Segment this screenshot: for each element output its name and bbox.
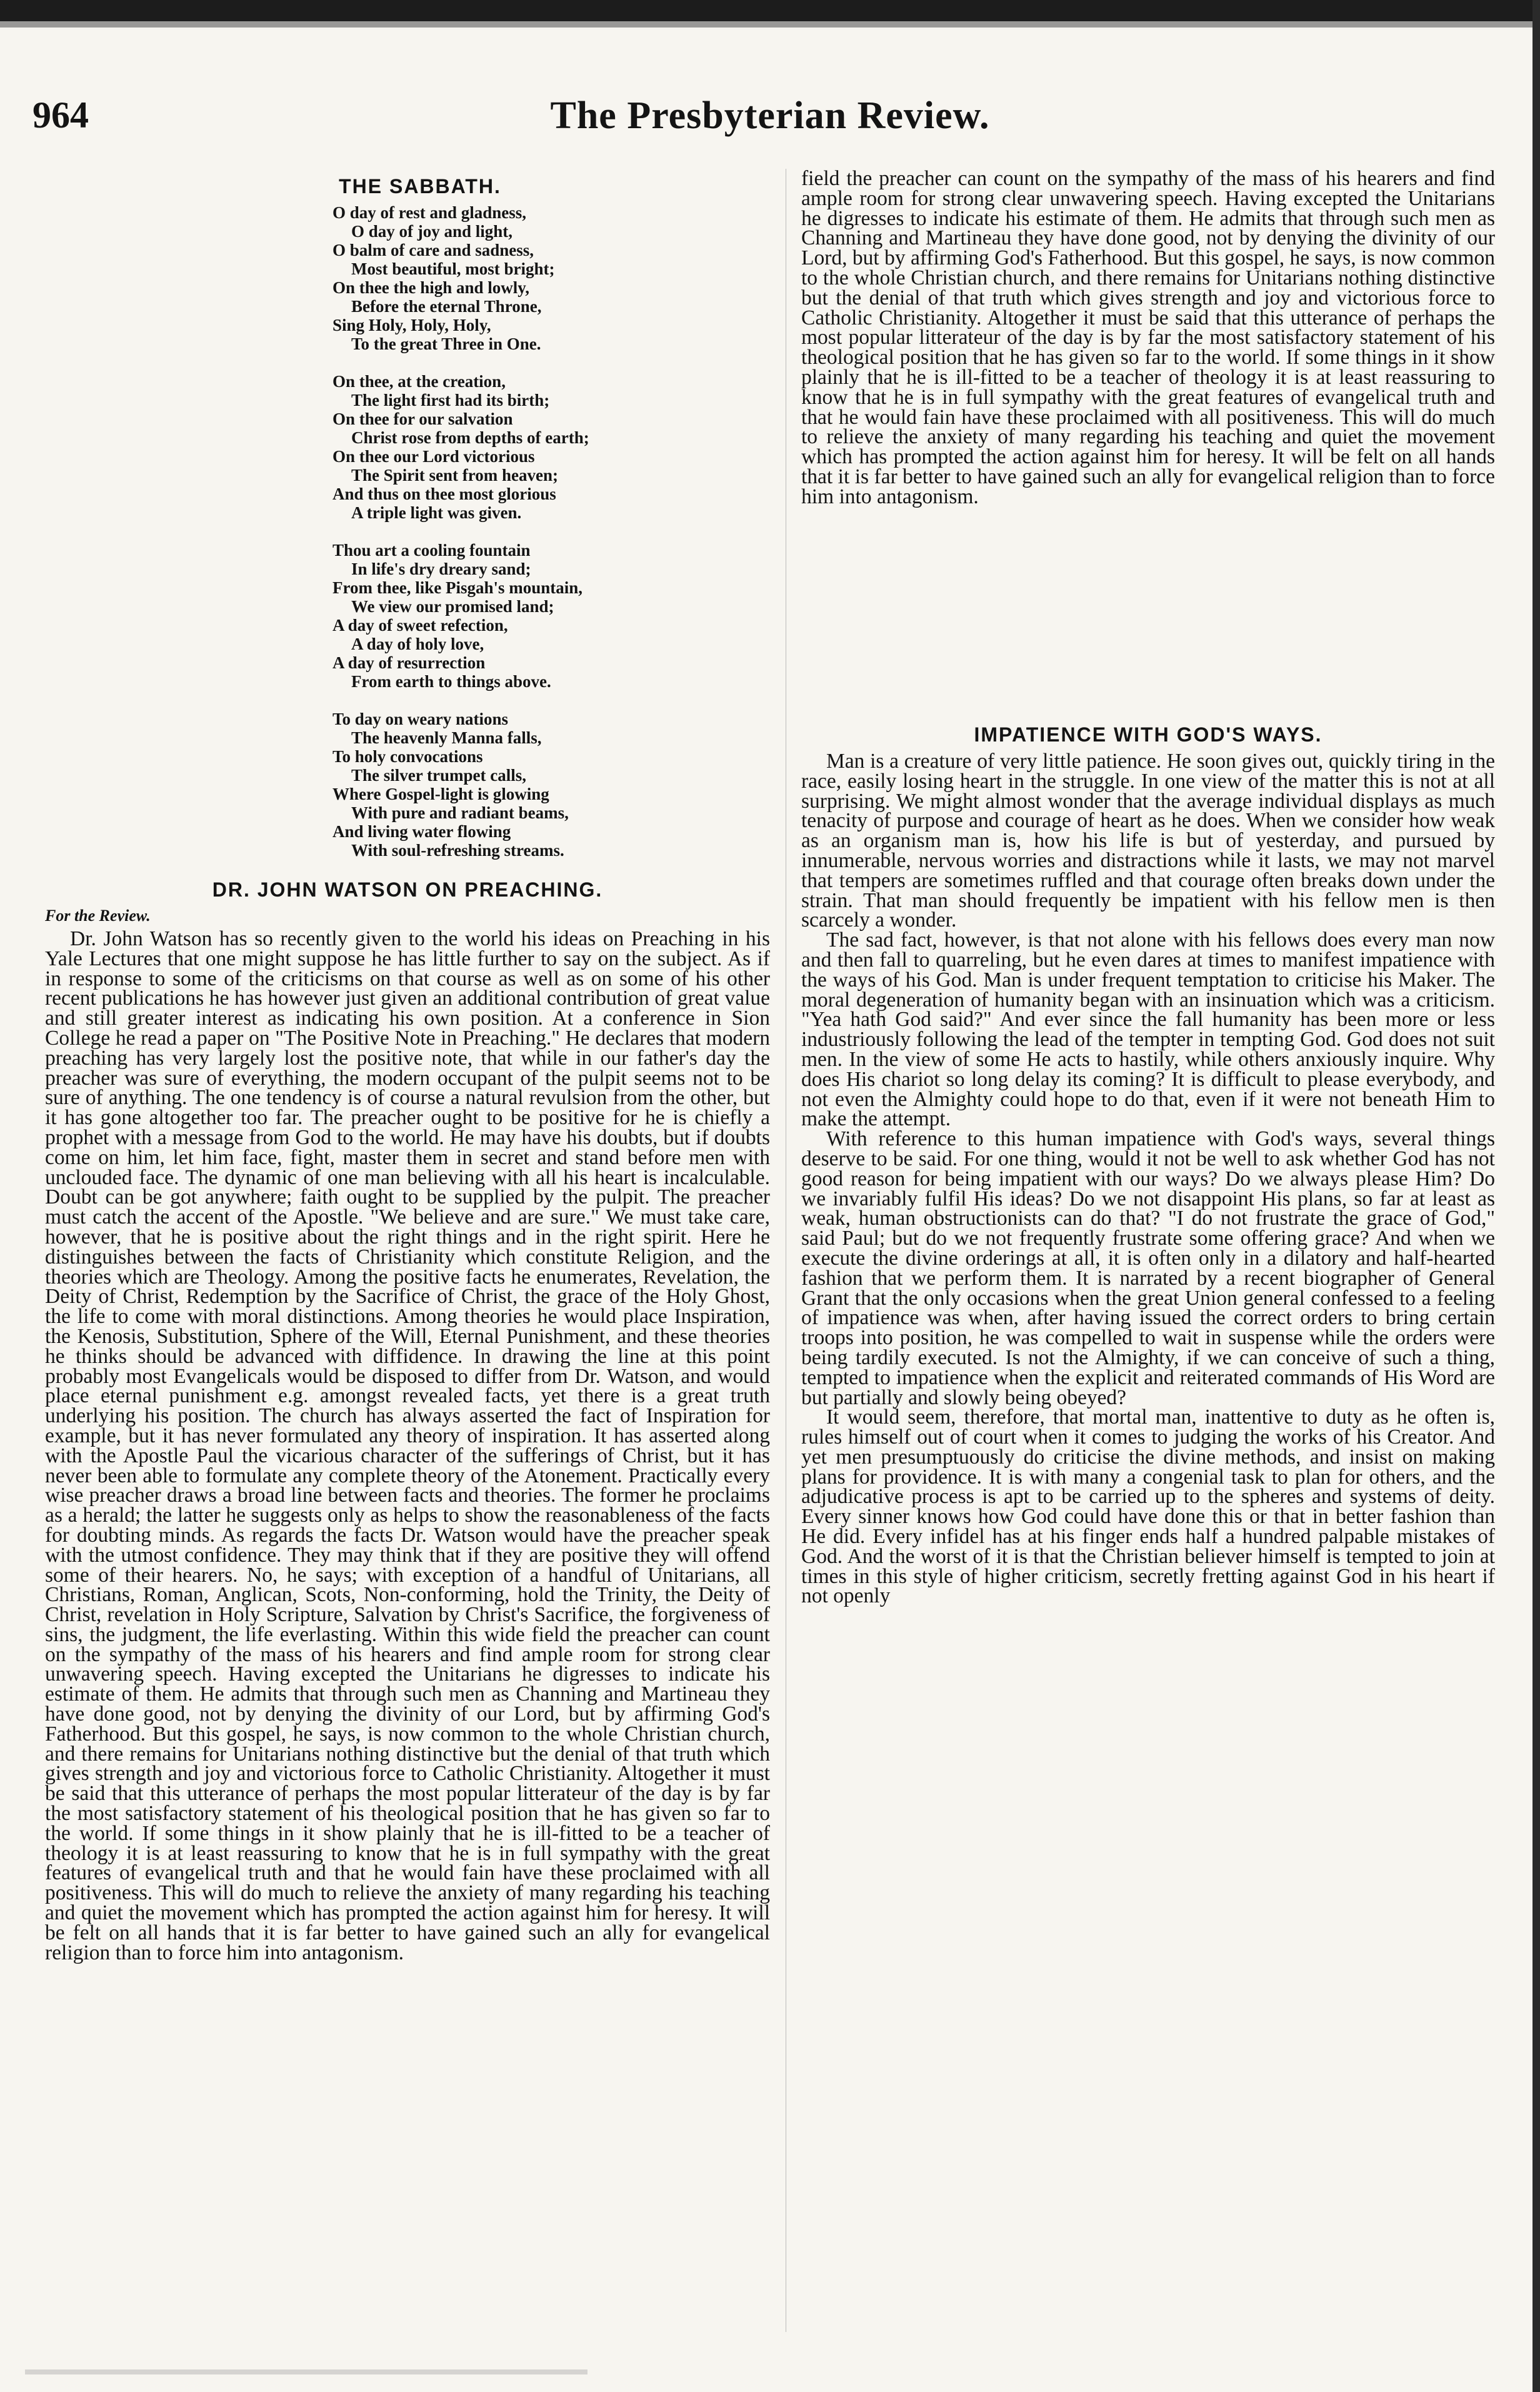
poem-line: Thou art a cooling fountain [332,541,531,560]
poem-line: A triple light was given. [351,503,522,522]
article-body [801,751,1495,1606]
poem-line: A day of sweet refection, [332,616,508,635]
poem-line: We view our promised land; [351,597,554,616]
poem-title: THE SABBATH. [339,175,501,198]
poem-line: Before the eternal Throne, [351,297,542,316]
left-column [45,169,770,2357]
poem-stanza [332,710,770,860]
poem-line: To day on weary nations [332,710,509,728]
poem-line: On thee our Lord victorious [332,447,535,466]
poem-line: In life's dry dreary sand; [351,560,531,578]
scan-bottom-noise [25,2369,588,2374]
poem-line: And living water flowing [332,822,511,841]
poem [332,203,770,860]
poem-line: On thee, at the creation, [332,372,506,391]
article-byline: For the Review. [45,907,151,925]
poem-stanza [332,541,770,691]
page-number: 964 [32,94,89,136]
article-paragraph: The sad fact, however, is that not alone with his fellows does every man now and then fall to quarreling, but he even dares at times to manifest impatience with the ways of his God. Man is under frequent temptation to criticise his Maker. The moral degeneration of humanity began with an insinuation which was a criticism. "Yea hath God said?" And ever since the fall humanity has been more or less industriously following the lead of the tempter in tempting God. God does not suit men. In the view of some He acts to hastily, while others anxiously inquire. Why does His chariot so long delay its coming? It is difficult to please everybody, and not even the Almighty could hope to do that, even if it were not beneath Him to make the attempt. [801,928,1495,1131]
poem-line: Christ rose from depths of earth; [351,428,589,447]
poem-line: And thus on thee most glorious [332,485,556,503]
article-paragraph-continued: field the preacher can count on the sympathy of the mass of his hearers and find ample room for strong clear unwavering speech. Having excepted the Unitarians he digresses to indicate his estimate of them. He admits that through such men as Channing and Martineau they have done good, not by denying the divinity of our Lord, but by affirming God's Fatherhood. But this gospel, he says, is now common to the whole Christian church, and there remains for Unitarians nothing distinctive but the denial of that truth which gives strength and joy and victorious force to Catholic Christianity. Altogether it must be said that this utterance of perhaps the most popular litterateur of the day is by far the most satisfactory statement of his theological position that he has given so far to the world. If some things in it show plainly that he is ill-fitted to be a teacher of theology it is at least reassuring to know that he is in full sympathy with the great features of evangelical truth and that he would fain have these proclaimed with all positiveness. This will do much to relieve the anxiety of many regarding his teaching and quiet the movement which has prompted the action against him for heresy. It will be felt on all hands that it is far better to have gained such an ally for evangelical religion than to force him into antagonism. [801,169,1495,508]
poem-line: To holy convocations [332,747,483,766]
poem-line: Sing Holy, Holy, Holy, [332,316,491,334]
scan-right-border [1532,0,1540,2392]
poem-line: O day of joy and light, [351,222,513,241]
poem-line: O balm of care and sadness, [332,241,534,259]
scan-top-border [0,0,1540,21]
poem-line: On thee the high and lowly, [332,278,530,297]
poem-line: The heavenly Manna falls, [351,728,542,747]
running-title: The Presbyterian Review. [550,94,990,137]
article-title: IMPATIENCE WITH GOD'S WAYS. [974,723,1322,746]
poem-line: Where Gospel-light is glowing [332,785,549,803]
poem-line: From thee, like Pisgah's mountain, [332,578,583,597]
article-paragraph: With reference to this human impatience with God's ways, several things deserve to be said. For one thing, would it not be well to ask whether God has not good reason for being impatient with our ways? Do we always please Him? Do we invariably fulfil His ideas? Do we not disappoint His plans, so far at least as weak, human obstructionists can do that? "I do not frustrate the grace of God," said Paul; but do we not frequently frustrate some offering grace? And when we execute the divine orderings at all, it is often only in a dilatory and half-hearted fashion that we perform them. It is narrated by a recent biographer of General Grant that the only occasions when the great Union general confessed to a feeling of impatience was when, after having issued the correct orders to bring certain troops into position, he was compelled to wait in suspense while the orders were being tardily executed. Is not the Almighty, if we can conceive of such a thing, tempted to impatience when the explicit and reiterated commands of His Word are but partially and slowly being obeyed? [801,1127,1495,1409]
poem-stanza [332,203,770,353]
article-paragraph: Man is a creature of very little patience. He soon gives out, quickly tiring in the race, easily losing heart in the struggle. In one view of the matter this is not at all surprising. We might almost wonder that the average individual displays as much tenacity of purpose and courage of heart as he does. When we consider how weak as an organism man is, how his life is but of yesterday, and pursued by innumerable, nervous worries and distractions while it lasts, we may not marvel that tempers are sometimes ruffled and that courage often breaks down under the strain. That man should frequently be impatient with his fellow men is then scarcely a wonder. [801,750,1495,932]
poem-line: With soul-refreshing streams. [351,841,564,860]
poem-line: The Spirit sent from heaven; [351,466,558,485]
poem-stanza [332,372,770,522]
poem-line: The light first had its birth; [351,391,550,410]
article-paragraph: It would seem, therefore, that mortal man, inattentive to duty as he often is, rules himself out of court when it comes to judging the works of his Creator. And yet men presumptuously do criticise the divine methods, and insist on making plans for providence. It is with many a congenial task to plan for others, and the adjudicative process is apt to be carried up to the spheres and systems of deity. Every sinner knows how God could have done this or that in better fashion than He did. Every infidel has at his finger ends half a hundred palpable mistakes of God. And the worst of it is that the Christian believer himself is tempted to join at times in this style of higher criticism, secretly fretting against God in his heart if not openly [801,1405,1495,1608]
poem-line: O day of rest and gladness, [332,203,527,222]
poem-line: A day of holy love, [351,635,484,653]
poem-line: With pure and radiant beams, [351,803,569,822]
poem-line: To the great Three in One. [351,334,541,353]
scan-top-shadow [0,21,1540,28]
poem-line: On thee for our salvation [332,410,513,428]
poem-line: Most beautiful, most bright; [351,259,555,278]
article-paragraph: Dr. John Watson has so recently given to the world his ideas on Preaching in his Yale Lectures that one might suppose he has little further to say on the subject. As if in response to some of the criticisms on that course as well as on some of his other recent publications he has however just given an additional contribution of great value and still greater interest as indicating his own position. At a conference in Sion College he read a paper on "The Positive Note in Preaching." He declares that modern preaching has very largely lost the positive note, that while in our father's day the preacher was sure of everything, the modern occupant of the pulpit seems not to be sure of anything. The one tendency is of course a natural revulsion from the other, but it has gone altogether too far. The preacher ought to be positive for he is chiefly a prophet with a message from God to the world. He may have his doubts, but if doubts come on him, let him face, fight, master them in secret and stand before men with unclouded face. The dynamic of one man believing with all his heart is incalculable. Doubt can be got anywhere; faith ought to be supplied by the pulpit. The preacher must catch the accent of the Apostle. "We believe and are sure." We must take care, however, that he is positive about the right things and in the right spirit. Here he distinguishes between the facts of Christianity which constitute Religion, and the theories which are Theology. Among the positive facts he enumerates, Revelation, the Deity of Christ, Redemption by the Sacrifice of Christ, the grace of the Holy Ghost, the life to come with moral distinctions. Among theories he would place Inspiration, the Kenosis, Substitution, Sphere of the Will, Eternal Punishment, and these theories he thinks should be advanced with diffidence. In drawing the line at this point probably most Evangelicals would be disposed to differ from Dr. Watson, and would place eternal punishment e.g. amongst revealed facts, yet there is a great truth underlying his position. The church has always asserted the fact of Inspiration for example, but it has never formulated any theory of inspiration. It has asserted along with the Apostle Paul the vicarious character of the sufferings of Christ, but it has never been able to formulate any complete theory of the Atonement. Practically every wise preacher draws a broad line between facts and theories. The former he proclaims as a herald; the latter he suggests only as helps to show the reasonableness of the facts for doubting minds. As regards the facts Dr. Watson would have the preacher speak with the utmost confidence. They may think that if they are positive they will offend some of their hearers. No, he says; with exception of a handful of Unitarians, all Christians, Roman, Anglican, Scots, Non-conforming, hold the Trinity, the Deity of Christ, revelation in Holy Scripture, Salvation by Christ's Sacrifice, the forgiveness of sins, the judgment, the life everlasting. Within this wide field the preacher can count on the sympathy of the mass of his hearers and find ample room for strong clear unwavering speech. Having excepted the Unitarians he digresses to indicate his estimate of them. He admits that through such men as Channing and Martineau they have done good, not by denying the divinity of our Lord, but by affirming God's Fatherhood. But this gospel, he says, is now common to the whole Christian church, and there remains for Unitarians nothing distinctive but the denial of that truth which gives strength and joy and victorious force to Catholic Christianity. Altogether it must be said that this utterance of perhaps the most popular litterateur of the day is by far the most satisfactory statement of his theological position that he has given so far to the world. If some things in it show plainly that he is ill-fitted to be a teacher of theology it is at least reassuring to know that he is in full sympathy with the great features of evangelical truth and that he would fain have these proclaimed with all positiveness. This will do much to relieve the anxiety of many regarding his teaching and quiet the movement which has prompted the action against him for heresy. It will be felt on all hands that it is far better to have gained such an ally for evangelical religion than to force him into antagonism. [45,929,770,1964]
right-column [801,169,1495,2357]
article-title: DR. JOHN WATSON ON PREACHING. [212,878,603,901]
poem-line: From earth to things above. [351,672,551,691]
poem-line: The silver trumpet calls, [351,766,526,785]
page-header [0,94,1540,150]
poem-line: A day of resurrection [332,653,486,672]
